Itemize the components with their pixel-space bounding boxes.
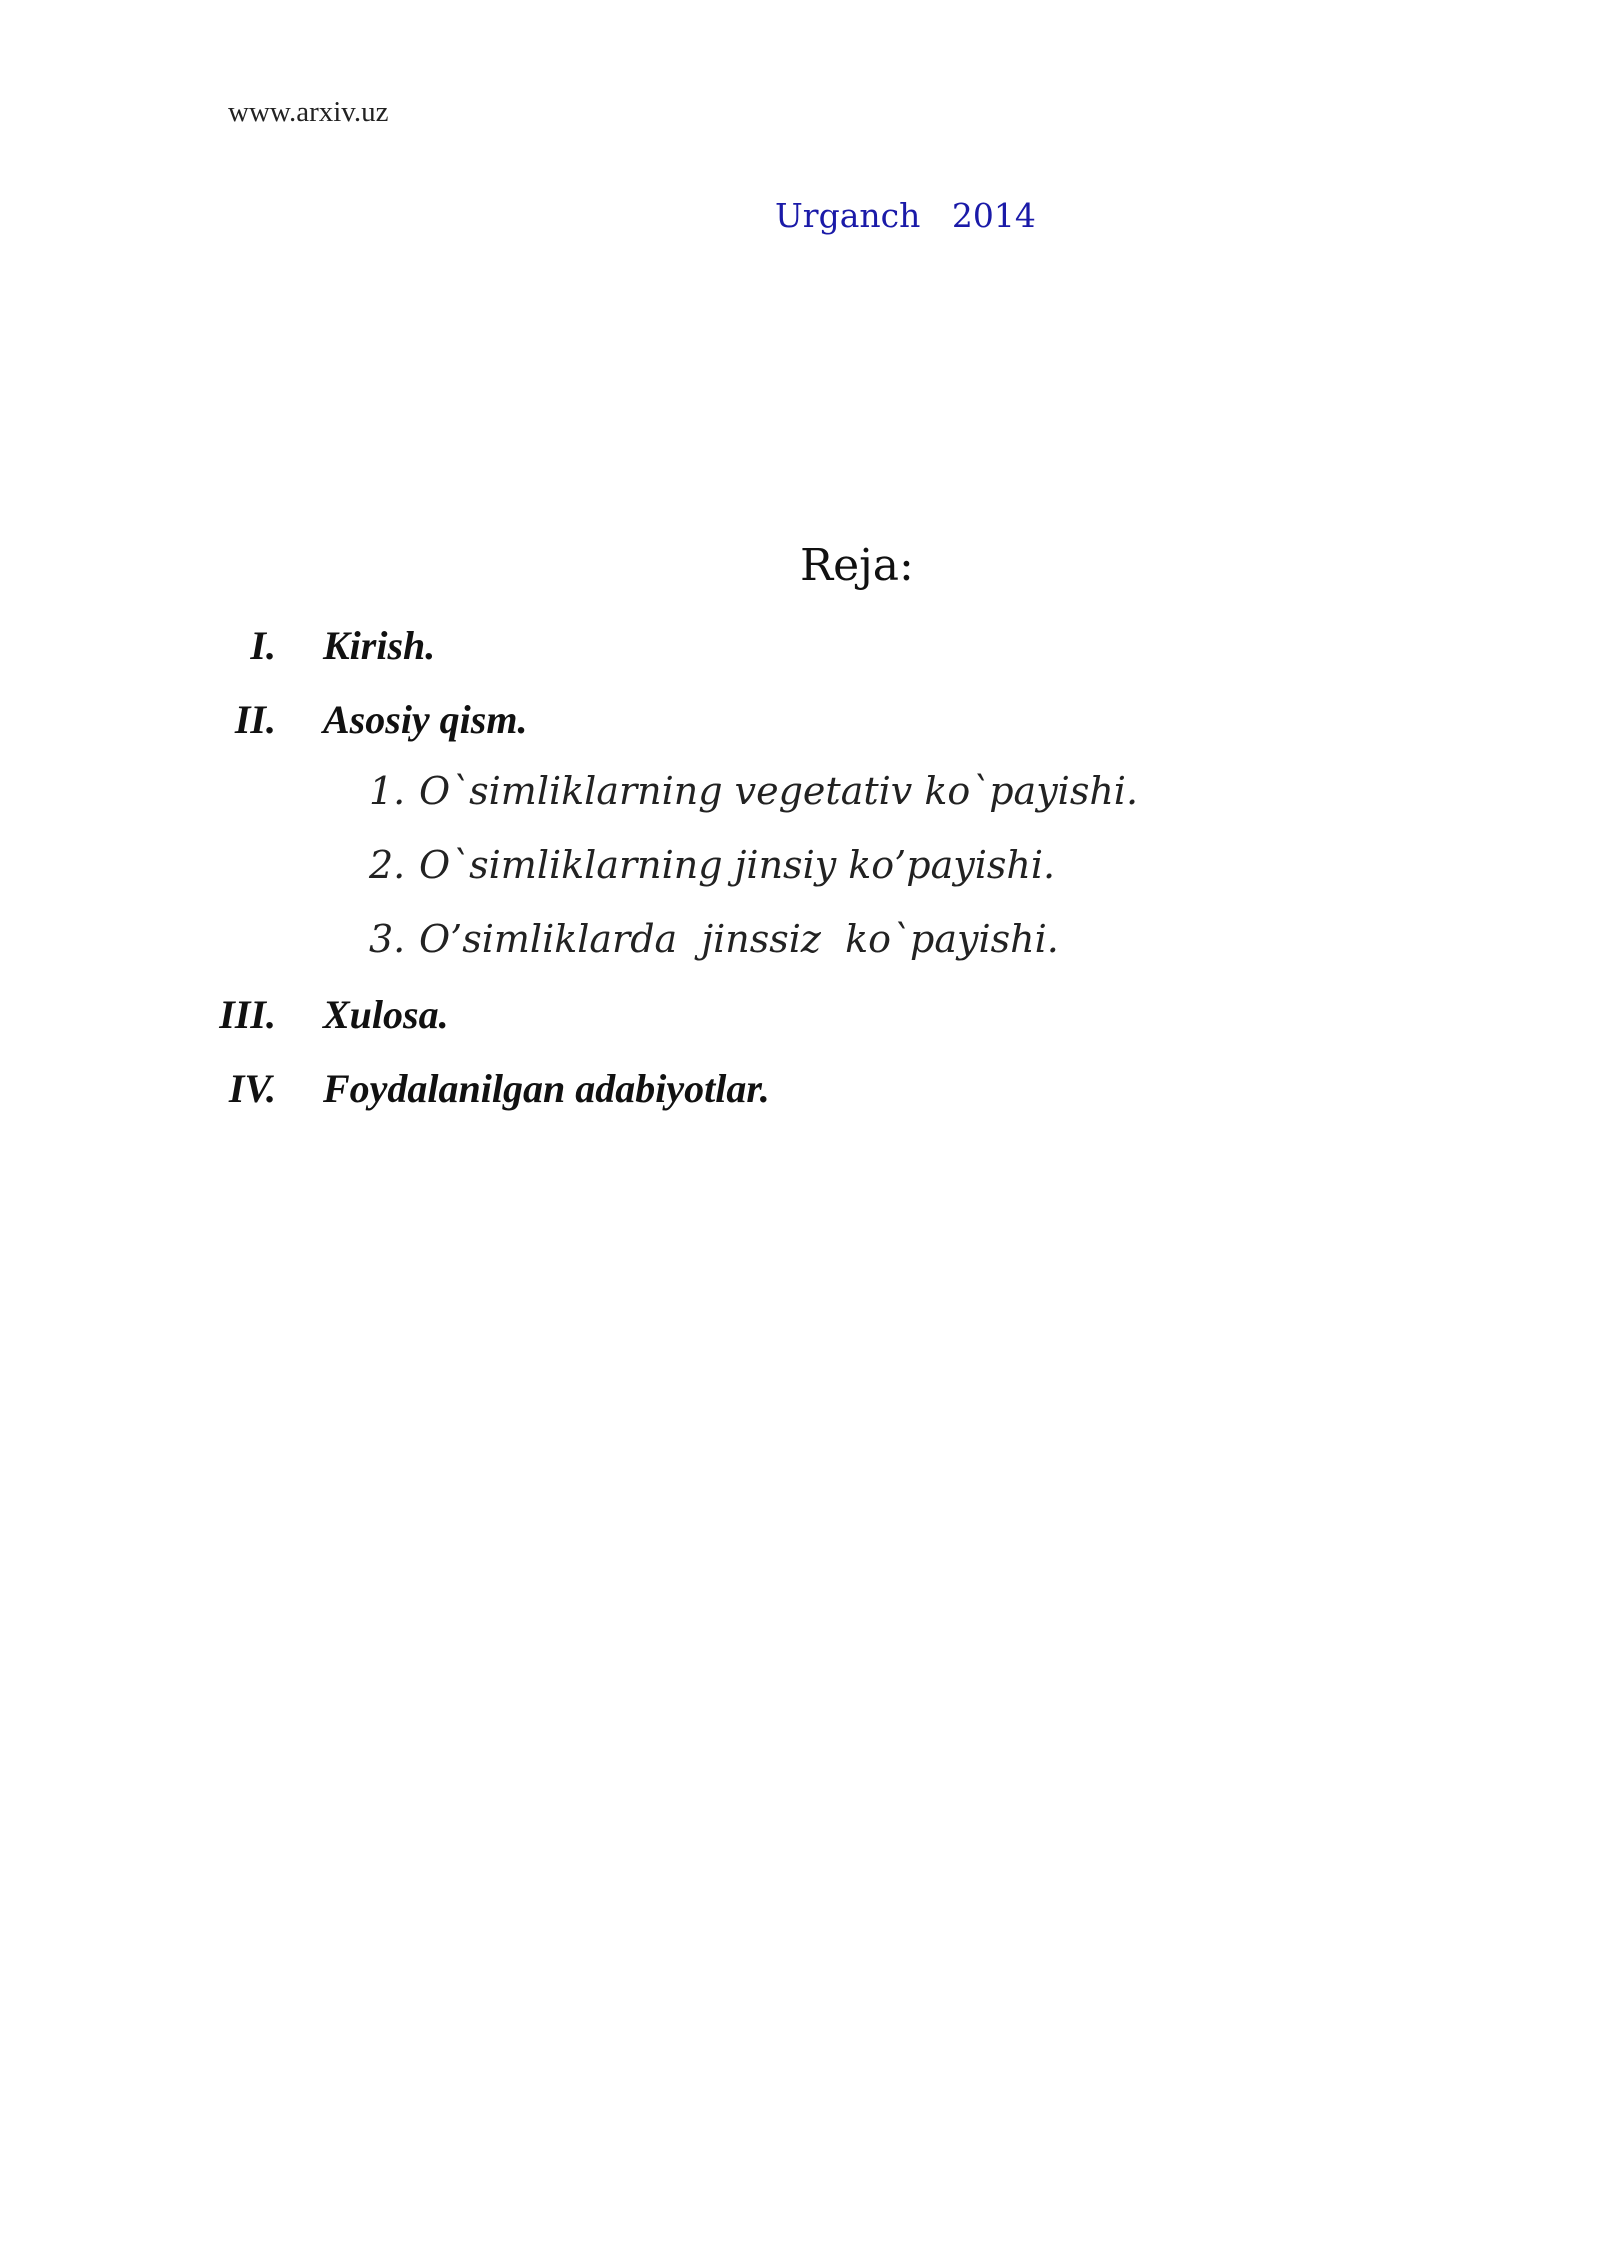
plan-subitem-text: O’simliklarda jinssiz ko`payishi.: [419, 917, 1059, 961]
plan-item-text: Foydalanilgan adabiyotlar.: [323, 1066, 770, 1111]
plan-item-intro: [0, 622, 1400, 672]
plan-item-text: Asosiy qism.: [323, 697, 528, 742]
plan-subitem-3: [0, 917, 1400, 967]
plan-subitem-number: 1.: [369, 769, 406, 813]
plan-subitem-text: O`simliklarning vegetativ ko`payishi.: [419, 769, 1139, 813]
plan-item-numeral: III.: [219, 992, 276, 1037]
plan-subitem-number: 2.: [369, 843, 406, 887]
plan-subitem-2: [0, 843, 1400, 893]
site-url: www.arxiv.uz: [228, 96, 389, 128]
plan-item-references: [0, 1065, 1400, 1115]
plan-item-numeral: I.: [250, 623, 276, 668]
plan-item-numeral: IV.: [228, 1066, 276, 1111]
plan-subitem-text: O`simliklarning jinsiy ko’payishi.: [419, 843, 1056, 887]
place-date: Urganch 2014: [775, 196, 1036, 235]
plan-item-main: [0, 696, 1400, 746]
plan-item-conclusion: [0, 991, 1400, 1041]
plan-subitem-number: 3.: [369, 917, 406, 961]
plan-subitem-1: [0, 769, 1400, 819]
plan-item-numeral: II.: [234, 697, 276, 742]
plan-item-text: Xulosa.: [323, 992, 449, 1037]
plan-title: Reja:: [800, 540, 914, 591]
plan-item-text: Kirish.: [323, 623, 436, 668]
